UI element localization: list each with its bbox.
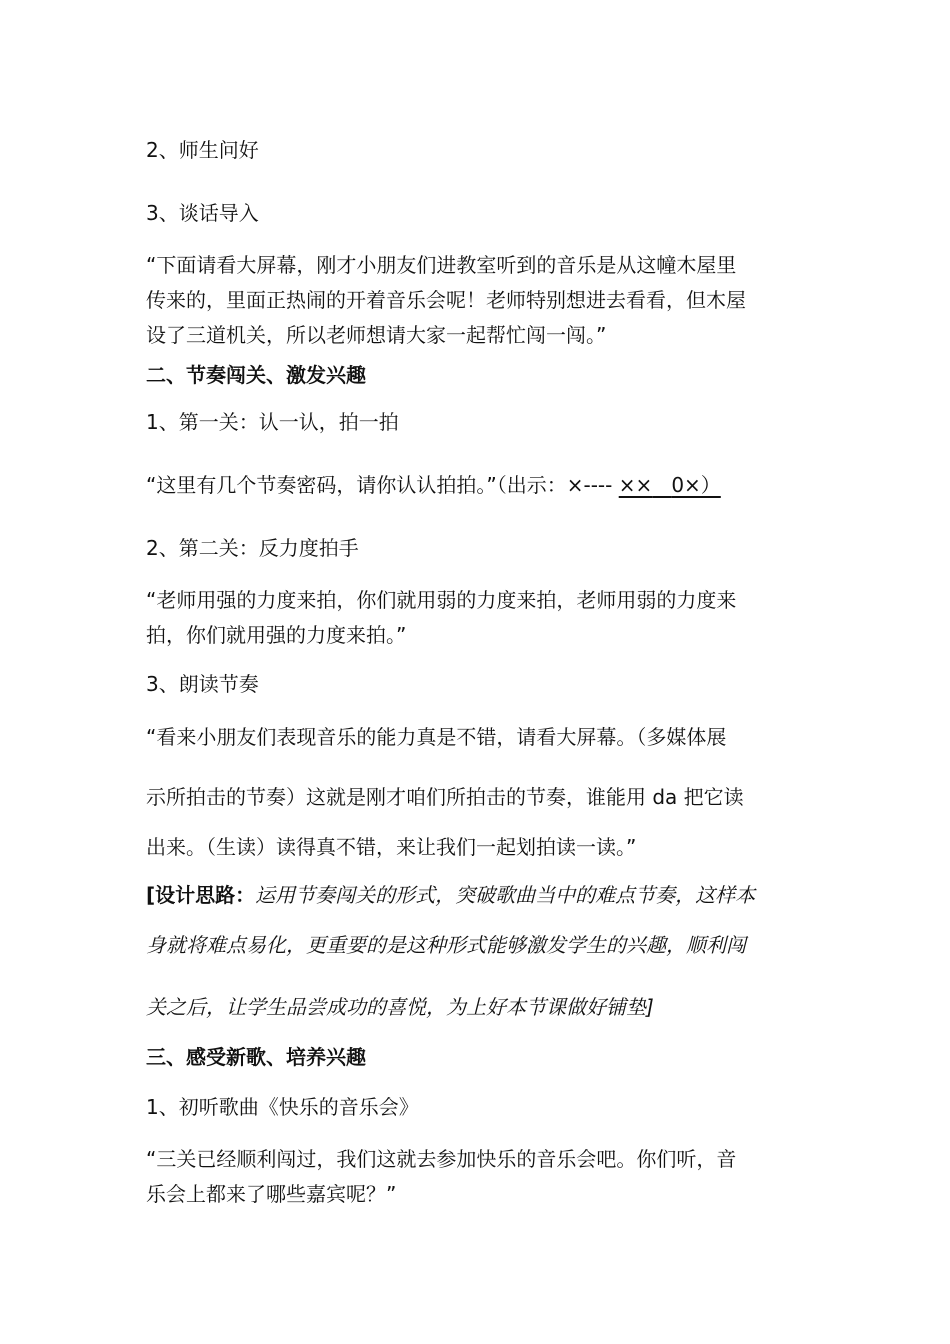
text-line: 设了三道机关，所以老师想请大家一起帮忙闯一闯。” — [146, 323, 607, 347]
text-line: “看来小朋友们表现音乐的能力真是不错，请看大屏幕。（多媒体展 — [146, 725, 727, 749]
text-line: “下面请看大屏幕，刚才小朋友们进教室听到的音乐是从这幢木屋里 — [146, 253, 737, 277]
section-heading: 三、感受新歌、培养兴趣 — [146, 1045, 366, 1069]
text-line: “老师用强的力度来拍，你们就用弱的力度来拍，老师用弱的力度来 — [146, 588, 737, 612]
rhythm-notation: 0×） — [671, 473, 721, 497]
text-line — [146, 471, 721, 499]
text-line: 拍，你们就用强的力度来拍。” — [146, 623, 407, 647]
text-line: 乐会上都来了哪些嘉宾呢？” — [146, 1182, 397, 1206]
text-line: 身就将难点易化，更重要的是这种形式能够激发学生的兴趣，顺利闯 — [146, 933, 746, 957]
text-line: 2、第二关：反力度拍手 — [146, 536, 359, 560]
section-heading: 二、节奏闯关、激发兴趣 — [146, 363, 366, 387]
text-line: 2、师生问好 — [146, 138, 259, 162]
text-line: 3、朗读节奏 — [146, 672, 259, 696]
text-line: 出来。（生读）读得真不错，来让我们一起划拍读一读。” — [146, 835, 637, 859]
text-line — [146, 881, 755, 909]
text-line: 1、第一关：认一认，拍一拍 — [146, 410, 399, 434]
text-line: 关之后，让学生品尝成功的喜悦，为上好本节课做好铺垫] — [146, 995, 654, 1019]
text-line: 示所拍击的节奏）这就是刚才咱们所拍击的节奏，谁能用 da 把它读 — [146, 785, 744, 809]
text-line: 传来的，里面正热闹的开着音乐会呢！老师特别想进去看看，但木屋 — [146, 288, 746, 312]
rhythm-notation: ×× — [618, 473, 653, 497]
text-span: 运用节奏闯关的形式，突破歌曲当中的难点节奏，这样本 — [255, 883, 756, 907]
text-line: “三关已经顺利闯过，我们这就去参加快乐的音乐会吧。你们听，音 — [146, 1147, 737, 1171]
design-note-label: [设计思路： — [146, 883, 256, 907]
text-span — [652, 473, 671, 497]
text-line: 3、谈话导入 — [146, 201, 259, 225]
text-span: “这里有几个节奏密码，请你认认拍拍。”（出示：×---- — [146, 473, 619, 497]
text-line: 1、初听歌曲《快乐的音乐会》 — [146, 1095, 419, 1119]
